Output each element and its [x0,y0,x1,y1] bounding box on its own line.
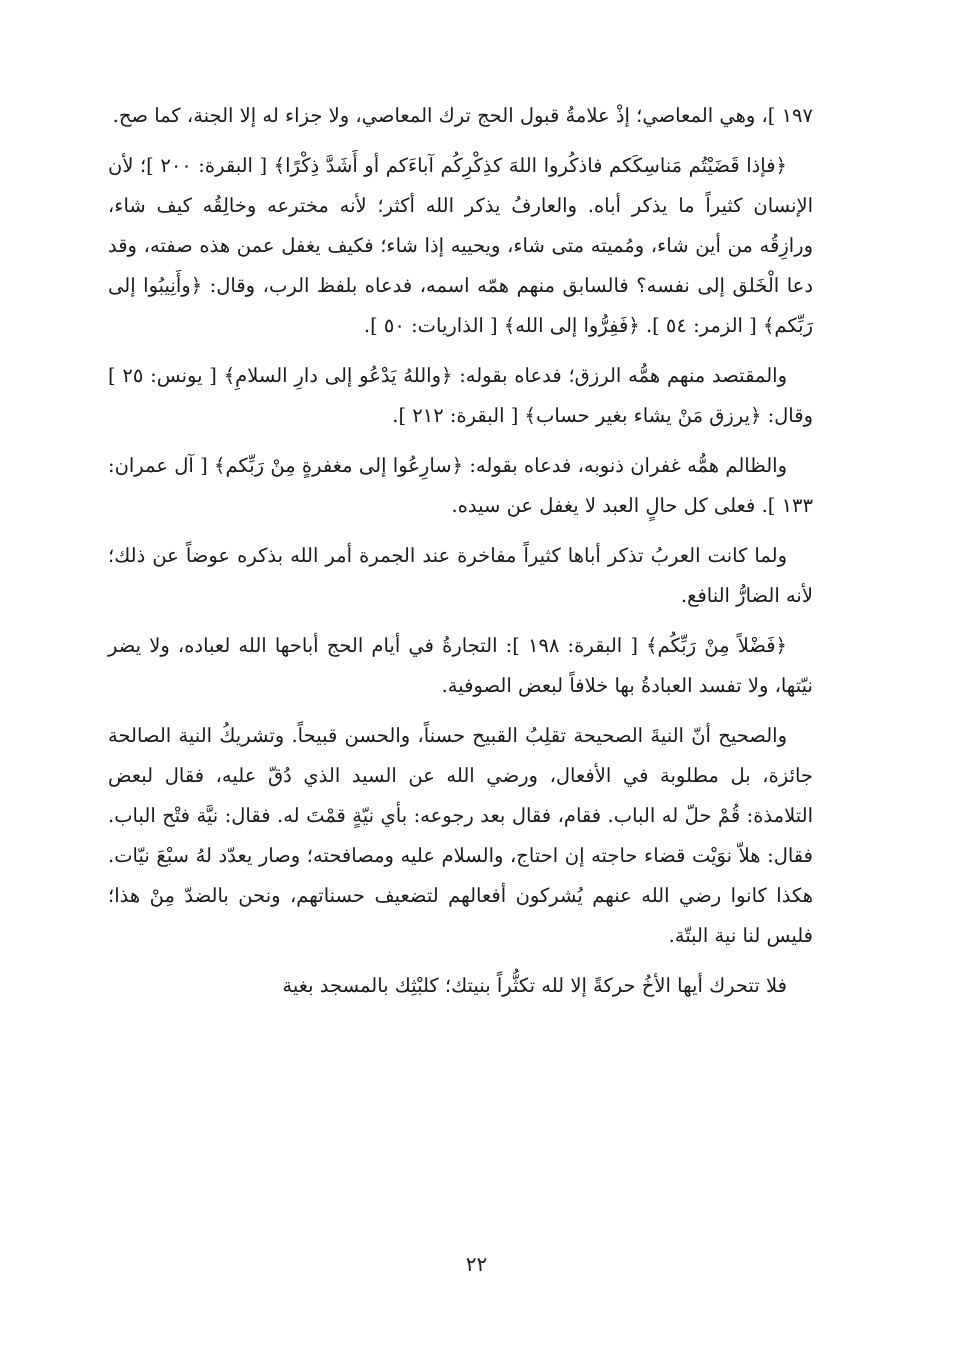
paragraph-arabs-remembrance: ولما كانت العربُ تذكر أباها كثيراً مفاخرة عند الجمرة أمر الله بذكره عوضاً عن ذلك؛ لأنه الضارُّ النافع. [108,544,813,607]
page-number: ٢٢ [465,1252,488,1276]
paragraph-hajj-sins: ١٩٧ ]، وهي المعاصي؛ إذْ علامةُ قبول الحج ترك المعاصي، ولا جزاء له إلا الجنة، كما صح. [112,104,813,127]
paragraph-bounty-verse: ﴿فَضْلاً مِنْ رَبِّكُم﴾ [ البقرة: ١٩٨ ]: التجارةُ في أيام الحج أباحها الله لعباده، ولا يضر نيّتها، ولا تفسد العبادةُ بها خلافاً لبعض الصوفية. [108,634,813,697]
paragraph-do-not-move: فلا تتحرك أيها الأخُ حركةً إلا لله تكثُّراً بنيتك؛ كلبْثِك بالمسجد بغية [282,974,787,997]
paragraph-wrongdoer: والظالم همُّه غفران ذنوبه، فدعاه بقوله: ﴿سارِعُوا إلى مغفرةٍ مِنْ رَبِّكم﴾ [ آل عمران: ١٣٣ ]. فعلى كل حالٍ العبد لا يغفل عن سيده. [108,454,813,517]
paragraph-moderate: والمقتصد منهم همُّه الرزق؛ فدعاه بقوله: ﴿واللهُ يَدْعُو إلى دارِ السلامِ﴾ [ يونس: ٢٥ ] وقال: ﴿يرزق مَنْ يشاء بغير حساب﴾ [ البقرة: ٢١٢ ]. [108,364,813,427]
page-body [108,96,813,1016]
paragraph-sound-intention: والصحيح أنّ النيةَ الصحيحة تقلِبُ القبيح حسناً، والحسن قبيحاً. وتشريكُ النية الصالحة جائزة، بل مطلوبة في الأفعال، ورضي الله عن السيد الذي دُقّ عليه، فقال لبعض التلامذة: قُمْ حلّ له الباب. فقام، فقال بعد رجوعه: بأي نيّةٍ قمْتَ له. فقال: نيَّة فتْح الباب. فقال: هلاّ نوَيْت قضاء حاجته إن احتاج، والسلام عليه ومصافحته؛ وصار يعدّد لهُ سبْعَ نيّات. هكذا كانوا رضي الله عنهم يُشركون أفعالهم لتضعيف حسناتهم، ونحن بالضدّ مِنْ هذا؛ فليس لنا نية البتّة. [108,724,813,947]
paragraph-remembrance-verse: ﴿فإذا قَضَيْتُم مَناسِكَكم فاذكُروا اللهَ كذِكْرِكُم آباءَكم أو أَشَدَّ ذِكْرًا﴾ [ البقرة: ٢٠٠ ]؛ لأن الإنسان كثيراً ما يذكر أباه. والعارفُ يذكر الله أكثر؛ لأنه مخترعه وخالِقُه كيف شاء، ورازِقُه من أين شاء، ومُميته متى شاء، ويحييه إذا شاء؛ فكيف يغفل عمن هذه صفته، وقد دعا الْخَلق إلى نفسه؟ فالسابق منهم همّه اسمه، فدعاه بلفظ الرب، وقال: ﴿وأَنِيبُوا إلى رَبِّكم﴾ [ الزمر: ٥٤ ]. ﴿فَفِرُّوا إلى الله﴾ [ الذاريات: ٥٠ ]. [108,154,813,337]
